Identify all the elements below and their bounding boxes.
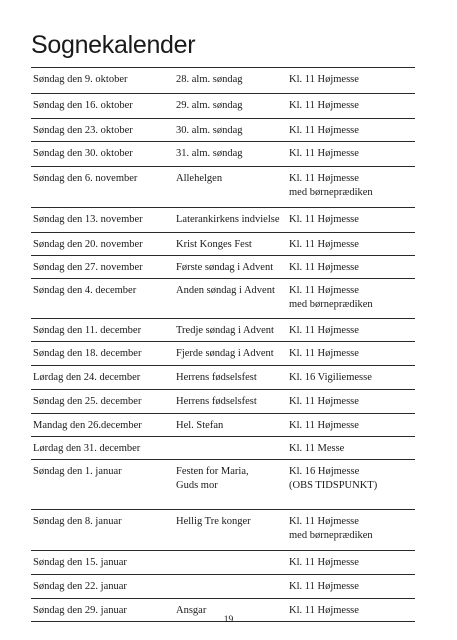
date-cell [33, 515, 122, 529]
occasion-cell: Fjerde søndag i Advent [176, 348, 274, 359]
row-divider [31, 574, 415, 575]
occasion-cell: Første søndag i Advent [176, 262, 274, 273]
service-line: Kl. 11 Højmesse [289, 285, 359, 296]
occasion-cell: Herrens fødselsfest [176, 396, 257, 407]
row-divider [31, 365, 415, 366]
row-divider [31, 278, 415, 279]
date-cell-line: Søndag den 30. oktober [33, 148, 133, 159]
date-cell [33, 395, 141, 409]
service-cell [289, 147, 359, 161]
row-divider [31, 413, 415, 414]
service-line: med børneprædiken [289, 187, 373, 198]
row-divider [31, 598, 415, 599]
occasion-cell: Tredje søndag i Advent [176, 325, 274, 336]
date-cell-line: Søndag den 16. oktober [33, 100, 133, 111]
occasion-cell: Hellig Tre konger [176, 516, 251, 527]
service-line: Kl. 11 Højmesse [289, 420, 359, 431]
date-cell [33, 371, 140, 385]
service-cell [289, 442, 344, 456]
row-divider [31, 207, 415, 208]
row-divider [31, 232, 415, 233]
date-cell [33, 324, 141, 338]
date-cell-line: Søndag den 20. november [33, 239, 143, 250]
service-cell [289, 465, 377, 493]
service-cell [289, 419, 359, 433]
service-line: Kl. 11 Højmesse [289, 173, 359, 184]
occasion-cell: 30. alm. søndag [176, 125, 243, 136]
date-cell [33, 419, 142, 433]
date-cell [33, 213, 143, 227]
service-cell [289, 172, 373, 200]
service-cell [289, 371, 372, 385]
date-cell-line: Lørdag den 24. december [33, 372, 141, 383]
occasion-cell: Anden søndag i Advent [176, 285, 275, 296]
occasion-cell: 29. alm. søndag [176, 100, 243, 111]
date-cell [33, 124, 133, 138]
page-number: 19 [223, 615, 234, 625]
row-divider [31, 341, 415, 342]
service-line: Kl. 11 Højmesse [289, 581, 359, 592]
service-cell [289, 73, 359, 87]
row-divider [31, 141, 415, 142]
date-cell [33, 238, 143, 252]
row-divider [31, 166, 415, 167]
occasion-cell: Festen for Maria, Guds mor [176, 466, 249, 491]
service-cell [289, 238, 359, 252]
service-line: Kl. 11 Messe [289, 443, 345, 454]
service-line: Kl. 11 Højmesse [289, 516, 359, 527]
service-line: Kl. 11 Højmesse [289, 605, 359, 616]
date-cell-line: Søndag den 11. december [33, 325, 142, 336]
occasion-cell: Ansgar [176, 605, 207, 616]
date-cell-line: Søndag den 22. januar [33, 581, 127, 592]
row-divider [31, 389, 415, 390]
row-divider [31, 255, 415, 256]
date-cell-line: Lørdag den 31. december [33, 443, 141, 454]
date-cell [33, 580, 127, 594]
date-cell-line: Søndag den 1. januar [33, 466, 122, 477]
date-cell-line: Søndag den 6. november [33, 173, 138, 184]
service-line: Kl. 11 Højmesse [289, 239, 359, 250]
row-divider [31, 318, 415, 319]
service-line: (OBS TIDSPUNKT) [289, 480, 378, 491]
date-cell-line: Søndag den 8. januar [33, 516, 122, 527]
row-divider [31, 67, 415, 68]
service-line: med børneprædiken [289, 299, 373, 310]
occasion-cell: Allehelgen [176, 173, 223, 184]
row-divider [31, 509, 415, 510]
date-cell [33, 73, 128, 87]
date-cell-line: Søndag den 13. november [33, 214, 143, 225]
date-cell-line: Søndag den 4. december [33, 285, 137, 296]
service-cell [289, 284, 373, 312]
service-line: Kl. 11 Højmesse [289, 214, 359, 225]
date-cell-line: Søndag den 15. januar [33, 557, 127, 568]
service-cell [289, 395, 359, 409]
date-cell [33, 284, 136, 298]
occasion-cell: 31. alm. søndag [176, 148, 243, 159]
date-cell-line: Søndag den 18. december [33, 348, 142, 359]
service-line: Kl. 11 Højmesse [289, 557, 359, 568]
row-divider [31, 93, 415, 94]
service-line: Kl. 11 Højmesse [289, 125, 359, 136]
service-cell [289, 347, 359, 361]
service-line: Kl. 16 Vigiliemesse [289, 372, 372, 383]
service-line: Kl. 11 Højmesse [289, 325, 359, 336]
service-line: Kl. 11 Højmesse [289, 396, 359, 407]
date-cell [33, 465, 122, 479]
date-cell [33, 442, 140, 456]
date-cell-line: Søndag den 9. oktober [33, 74, 128, 85]
service-line: Kl. 11 Højmesse [289, 262, 359, 273]
service-line: med børneprædiken [289, 530, 373, 541]
date-cell [33, 556, 127, 570]
service-line: Kl. 11 Højmesse [289, 148, 359, 159]
occasion-cell: 28. alm. søndag [176, 74, 243, 85]
occasion-cell: Hel. Stefan [176, 420, 224, 431]
service-cell [289, 556, 359, 570]
service-cell [289, 324, 359, 338]
occasion-cell: Laterankirkens indvielse [176, 214, 280, 225]
service-line: Kl. 11 Højmesse [289, 100, 359, 111]
occasion-cell: Krist Konges Fest [176, 239, 252, 250]
row-divider [31, 550, 415, 551]
date-cell [33, 147, 133, 161]
service-cell [289, 580, 359, 594]
row-divider [31, 436, 415, 437]
date-cell-line: Søndag den 27. november [33, 262, 143, 273]
date-cell [33, 261, 143, 275]
date-cell-line: Søndag den 25. december [33, 396, 142, 407]
row-divider [31, 118, 415, 119]
row-divider [31, 459, 415, 460]
date-cell-line: Mandag den 26.december [33, 420, 142, 431]
date-cell [33, 172, 137, 186]
service-cell [289, 515, 373, 543]
service-line: Kl. 11 Højmesse [289, 348, 359, 359]
date-cell-line: Søndag den 23. oktober [33, 125, 133, 136]
service-line: Kl. 16 Højmesse [289, 466, 360, 477]
service-cell [289, 99, 359, 113]
service-cell [289, 124, 359, 138]
service-cell [289, 261, 359, 275]
date-cell-line: Søndag den 29. januar [33, 605, 127, 616]
service-cell [289, 213, 359, 227]
date-cell [33, 347, 141, 361]
service-line: Kl. 11 Højmesse [289, 74, 359, 85]
date-cell [33, 99, 133, 113]
occasion-cell: Herrens fødselsfest [176, 372, 257, 383]
page-title: Sognekalender [31, 31, 196, 59]
